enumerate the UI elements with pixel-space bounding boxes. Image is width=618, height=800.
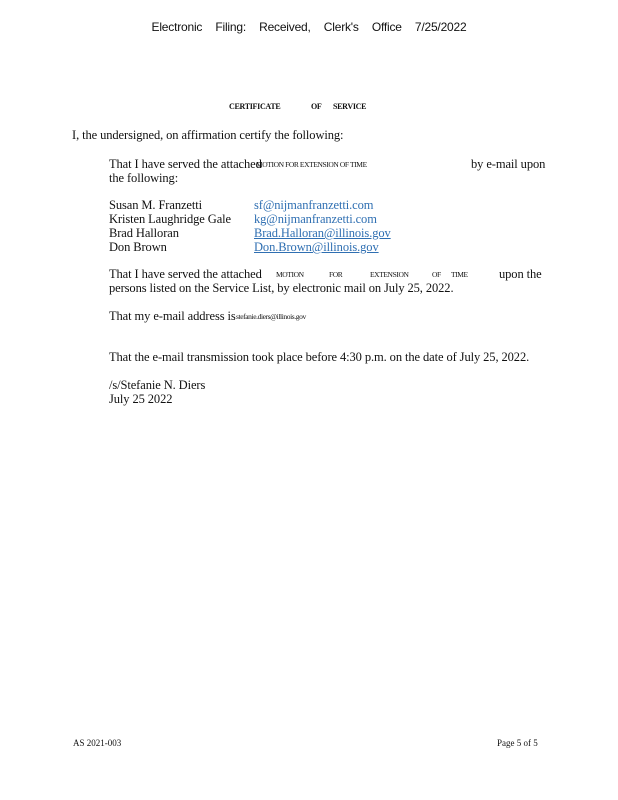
- title-word: CERTIFICATE: [229, 102, 281, 111]
- service-email-link[interactable]: Brad.Halloran@illinois.gov: [254, 226, 391, 240]
- service-email-link[interactable]: kg@nijmanfranzetti.com: [254, 212, 377, 226]
- para1-document: MOTION FOR EXTENSION OF TIME: [256, 160, 367, 169]
- para1-line2: the following:: [109, 171, 179, 185]
- title-word: OF: [311, 102, 322, 111]
- para3-email: stefanie.diers@illinois.gov: [236, 312, 306, 321]
- certificate-title: [229, 102, 389, 111]
- signature: /s/Stefanie N. Diers: [109, 378, 206, 392]
- service-name: Kristen Laughridge Gale: [109, 212, 231, 226]
- para1-prefix: That I have served the attached: [109, 157, 262, 171]
- para2-doc-word: FOR: [329, 270, 343, 279]
- footer-page-number: Page 5 of 5: [497, 738, 538, 748]
- para3-prefix: That my e-mail address is: [109, 309, 236, 323]
- service-name: Susan M. Franzetti: [109, 198, 202, 212]
- service-name: Don Brown: [109, 240, 167, 254]
- service-email-link[interactable]: sf@nijmanfranzetti.com: [254, 198, 374, 212]
- intro-line: I, the undersigned, on affirmation certify the following:: [72, 128, 344, 142]
- para2-doc-word: TIME: [451, 270, 468, 279]
- para2-doc-word: MOTION: [276, 270, 304, 279]
- para2-doc-word: OF: [432, 270, 441, 279]
- para2-doc-word: EXTENSION: [370, 270, 409, 279]
- para2-prefix: That I have served the attached: [109, 267, 262, 281]
- para2-suffix: upon the: [499, 267, 542, 281]
- footer-docket: AS 2021-003: [73, 738, 122, 748]
- service-name: Brad Halloran: [109, 226, 179, 240]
- signature-date: July 25 2022: [109, 392, 173, 406]
- para2-line2: persons listed on the Service List, by electronic mail on July 25, 2022.: [109, 281, 454, 295]
- service-email-link[interactable]: Don.Brown@illinois.gov: [254, 240, 379, 254]
- para1-suffix: by e-mail upon: [471, 157, 546, 171]
- filing-stamp: Electronic Filing: Received, Clerk's Office 7/25/2022: [151, 20, 467, 34]
- para4-transmission: That the e-mail transmission took place before 4:30 p.m. on the date of July 25, 2022.: [109, 350, 530, 364]
- title-word: SERVICE: [333, 102, 367, 111]
